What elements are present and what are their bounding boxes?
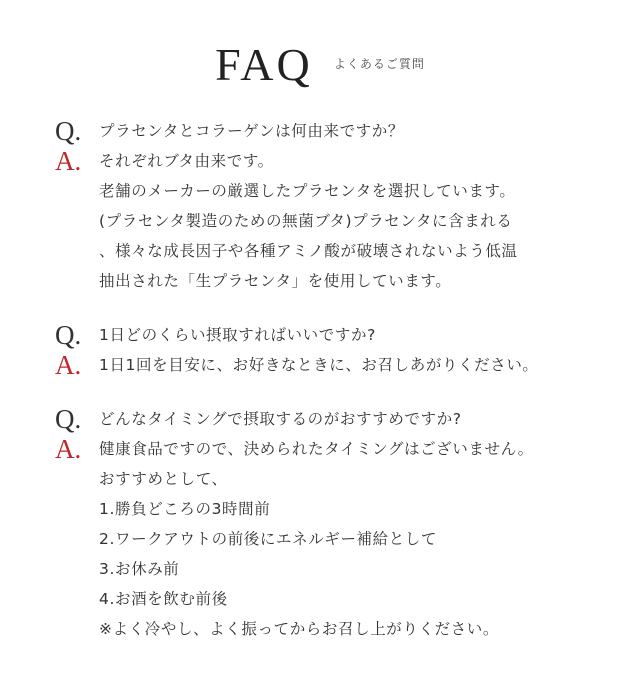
question-text: プラセンタとコラーゲンは何由来ですか？	[99, 122, 404, 140]
answer-text	[99, 434, 534, 644]
faq-header	[0, 38, 640, 91]
question-mark: Q.	[55, 320, 82, 350]
answer-line: 、様々な成長因子や各種アミノ酸が破壊されないよう低温	[99, 242, 518, 260]
answer-line: 老舗のメーカーの厳選したプラセンタを選択しています。	[99, 182, 516, 200]
answer-line: 1日1回を目安に、お好きなときに、お召しあがりください。	[99, 356, 539, 374]
answer-mark: A.	[55, 146, 82, 176]
answer-text	[99, 350, 539, 380]
answer-row	[55, 350, 615, 380]
question-mark: Q.	[55, 116, 82, 146]
answer-line: 2.ワークアウトの前後にエネルギー補給として	[99, 530, 437, 548]
answer-line: おすすめとして、	[99, 470, 228, 488]
question-text: どんなタイミングで摂取するのがおすすめですか?	[99, 410, 462, 428]
answer-line: 3.お休み前	[99, 560, 180, 578]
answer-line: それぞれブタ由来です。	[99, 152, 274, 170]
answer-text	[99, 146, 518, 296]
question-text: 1日どのくらい摂取すればいいですか?	[99, 326, 376, 344]
faq-item-1	[55, 116, 615, 296]
answer-line: 抽出された「生プラセンタ」を使用しています。	[99, 272, 452, 290]
answer-line: 健康食品ですので、決められたタイミングはございません。	[99, 440, 534, 458]
question-row	[55, 404, 615, 434]
answer-line: (プラセンタ製造のための無菌ブタ)プラセンタに含まれる	[99, 212, 513, 230]
question-row	[55, 320, 615, 350]
answer-line: 4.お酒を飲む前後	[99, 590, 228, 608]
answer-mark: A.	[55, 434, 82, 464]
page-title: FAQ	[215, 39, 313, 90]
question-mark: Q.	[55, 404, 82, 434]
question-row	[55, 116, 615, 146]
answer-line: 1.勝負どころの3時間前	[99, 500, 271, 518]
faq-item-3	[55, 404, 615, 644]
faq-list	[55, 116, 615, 668]
faq-item-2	[55, 320, 615, 380]
answer-row	[55, 146, 615, 296]
answer-mark: A.	[55, 350, 82, 380]
page-subtitle: よくあるご質問	[333, 57, 425, 71]
answer-line: ※よく冷やし、よく振ってからお召し上がりください。	[99, 620, 499, 638]
answer-row	[55, 434, 615, 644]
